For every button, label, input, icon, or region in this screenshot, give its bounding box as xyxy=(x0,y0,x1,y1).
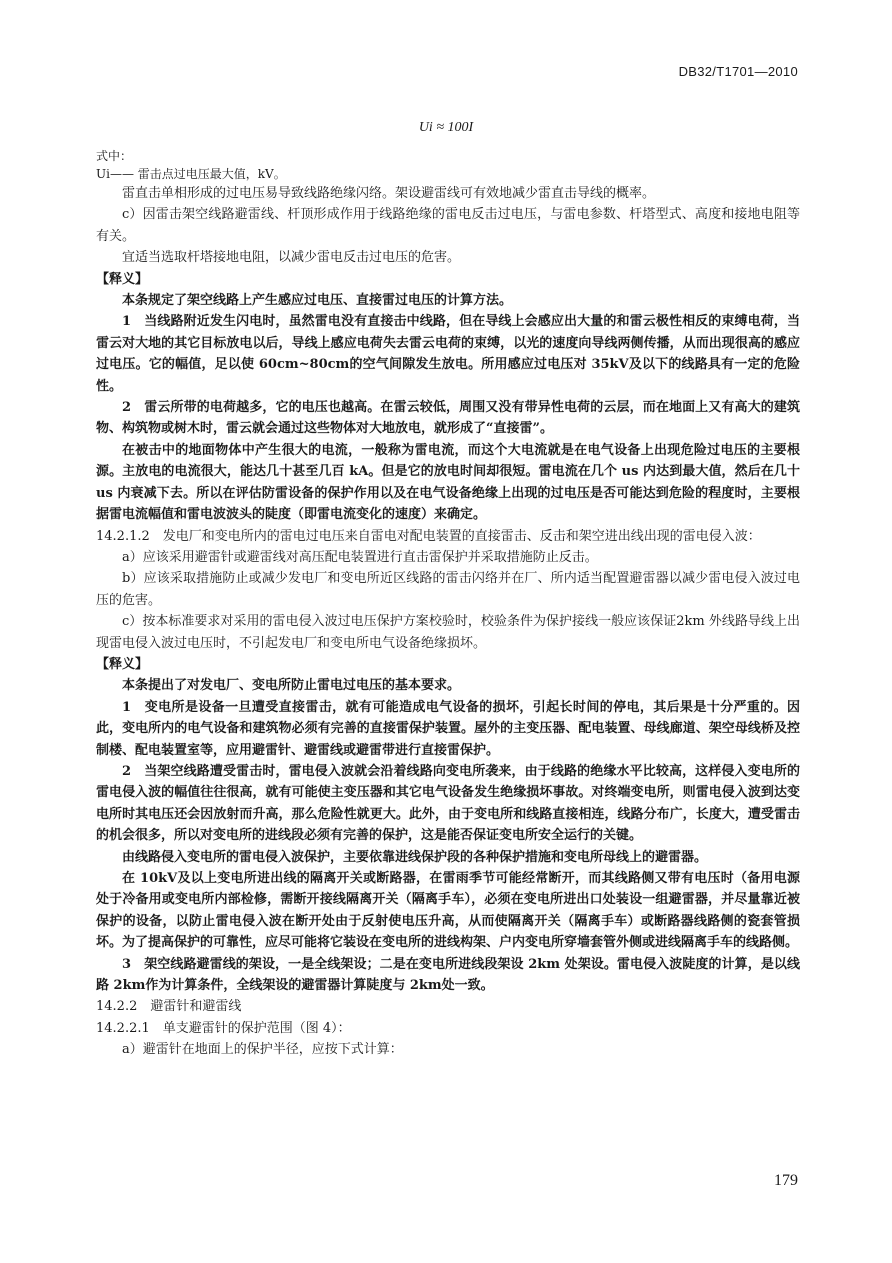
clause-heading: 14.2.1.2 发电厂和变电所内的雷电过电压来自雷电对配电装置的直接雷击、反击和架空进出线出现的雷电侵入波： xyxy=(96,528,761,544)
formula-variable-definition: Ui—— 雷击点过电压最大值，kV。 xyxy=(96,167,286,181)
paragraph: 1 变电所是设备一旦遭受直接雷击，就有可能造成电气设备的损坏，引起长时间的停电，其后果是十分严重的。因此，变电所内的电气设备和建筑物必须有完善的直接雷保护装置。屋外的主变压器、配电装置、母线廊道、架空母线桥及控制楼、配电装置室等，应用避雷针、避雷线或避雷带进行直接雷保护。 xyxy=(96,699,800,758)
header-code: DB32/T1701—2010 xyxy=(678,64,798,79)
paragraph: 2 雷云所带的电荷越多，它的电压也越高。在雷云较低，周围又没有带异性电荷的云层，而在地面上又有高大的建筑物、构筑物或树木时，雷云就会通过这些物体对大地放电，就形成了“直接雷”。 xyxy=(96,400,800,437)
interpretation-heading: 【释义】 xyxy=(96,656,149,672)
paragraph: c）因雷击架空线路避雷线、杆顶形成作用于线路绝缘的雷电反击过电压，与雷电参数、杆塔型式、高度和接地电阻等有关。 xyxy=(96,207,800,244)
paragraph: 2 当架空线路遭受雷击时，雷电侵入波就会沿着线路向变电所袭来，由于线路的绝缘水平比较高，这样侵入变电所的雷电侵入波的幅值往往很高，就有可能使主变压器和其它电气设备发生绝缘损坏事故。对终端变电所，则雷电侵入波到达变电所时其电压还会因放射而升高，那么危险性就更大。此外，由于变电所和线路直接相连，线路分布广，长度大，遭受雷击的机会很多，所以对变电所的进线段必须有完善的保护，这是能否保证变电所安全运行的关键。 xyxy=(96,763,800,844)
paragraph: a）应该采用避雷针或避雷线对高压配电装置进行直击雷保护并采取措施防止反击。 xyxy=(122,549,598,565)
paragraph: 在 10kV及以上变电所进出线的隔离开关或断路器，在雷雨季节可能经常断开，而其线路侧又带有电压时（备用电源处于冷备用或变电所内部检修，需断开接线隔离开关（隔离手车），必须在变电所进出口处装设一组避雷器，并尽量靠近被保护的设备，以防止雷电侵入波在断开处由于反射使电压升高，从而使隔离开关（隔离手车）或断路器线路侧的瓷套管损坏。为了提高保护的可靠性，应尽可能将它装设在变电所的进线构架、户内变电所穿墙套管外侧或进线隔离手车的线路侧。 xyxy=(96,871,800,951)
paragraph: 本条规定了架空线路上产生感应过电压、直接雷过电压的计算方法。 xyxy=(122,293,513,309)
section-heading: 14.2.2 避雷针和避雷线 xyxy=(96,999,242,1015)
paragraph: a）避雷针在地面上的保护半径，应按下式计算： xyxy=(122,1042,403,1058)
paragraph: 宜适当选取杆塔接地电阻，以减少雷电反击过电压的危害。 xyxy=(122,250,461,266)
paragraph: c）按本标准要求对采用的雷电侵入波过电压保护方案校验时，校验条件为保护接线一般应该保证2km 外线路导线上出现雷电侵入波过电压时，不引起发电厂和变电所电气设备绝缘损坏。 xyxy=(96,614,800,651)
paragraph: 雷直击单相形成的过电压易导致线路绝缘闪络。架设避雷线可有效地减少雷直击导线的概率。 xyxy=(122,186,656,201)
formula: Ui ≈ 100I xyxy=(418,120,474,135)
paragraph: 3 架空线路避雷线的架设，一是全线架设；二是在变电所进线段架设 2km 处架设。雷电侵入波陡度的计算，是以线路 2km作为计算条件，全线架设的避雷器计算陡度与 2km处一致。 xyxy=(96,956,800,994)
formula-where-label: 式中： xyxy=(96,149,133,163)
page-number: 179 xyxy=(774,1172,798,1189)
document-body xyxy=(96,147,800,1061)
interpretation-heading: 【释义】 xyxy=(96,271,149,287)
paragraph: 1 当线路附近发生闪电时，虽然雷电没有直接击中线路，但在导线上会感应出大量的和雷云极性相反的束缚电荷，当雷云对大地的其它目标放电以后，导线上感应电荷失去雷云电荷的束缚，以光的速度向导线两侧传播，从而出现很高的感应过电压。它的幅值，足以使 60cm~80cm的空气间隙发生放电。所用感应过电压对 35kV及以下的线路具有一定的危险性。 xyxy=(96,314,800,394)
paragraph: 在被击中的地面物体中产生很大的电流，一般称为雷电流，而这个大电流就是在电气设备上出现危险过电压的主要根源。主放电的电流很大，能达几十甚至几百 kA。但是它的放电时间却很短。雷电流在几个 us 内达到最大值，然后在几十 us 内衰减下去。所以在评估防雷设备的保护作用以及在电气设备绝缘上出现的过电压是否可能达到危险的程度时，主要根据雷电流幅值和雷电波波头的陡度（即雷电流变化的速度）来确定。 xyxy=(96,442,800,523)
paragraph: 本条提出了对发电厂、变电所防止雷电过电压的基本要求。 xyxy=(122,678,461,694)
paragraph: b）应该采取措施防止或减少发电厂和变电所近区线路的雷击闪络并在厂、所内适当配置避雷器以减少雷电侵入波过电压的危害。 xyxy=(96,571,800,608)
clause-heading: 14.2.2.1 单支避雷针的保护范围（图 4）： xyxy=(96,1020,351,1036)
paragraph: 由线路侵入变电所的雷电侵入波保护，主要依靠进线保护段的各种保护措施和变电所母线上的避雷器。 xyxy=(122,849,708,865)
